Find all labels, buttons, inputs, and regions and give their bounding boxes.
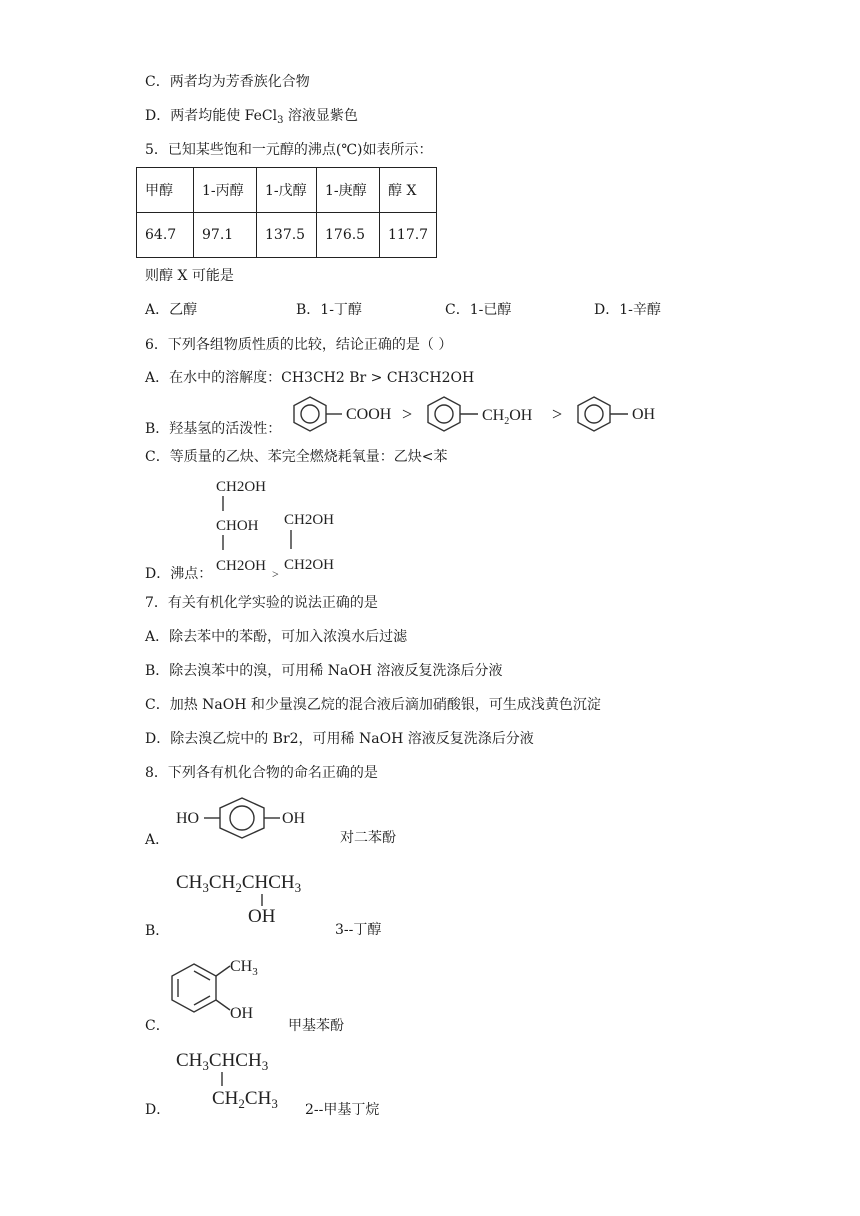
q8-option-b-name: 3--丁醇 <box>335 922 382 938</box>
formula-text: CH2OH <box>284 557 335 573</box>
q7-option-d: D．除去溴乙烷中的 Br2，可用稀 NaOH 溶液反复洗涤后分液 <box>145 731 534 747</box>
greater-than-sign: > <box>552 404 563 424</box>
formula-text: OH <box>230 1005 254 1022</box>
formula-text: COOH <box>346 406 392 423</box>
formula-text: OH <box>632 406 656 423</box>
q5-option-d: D．1-辛醇 <box>594 302 661 318</box>
q4-option-d-subscript: 3 <box>277 115 284 126</box>
q5-option-b: B．1-丁醇 <box>296 302 362 318</box>
formula-text: CH2OH <box>284 512 335 528</box>
q4-option-c: C．两者均为芳香族化合物 <box>145 74 310 90</box>
glycerol-structure <box>216 479 266 574</box>
table-cell: 1-庚醇 <box>317 168 380 213</box>
butanol-structure <box>172 866 332 928</box>
greater-than-sign: > <box>402 404 413 424</box>
q6-option-d-label: D．沸点： <box>145 566 213 582</box>
q4-option-d-text-end: 溶液显紫色 <box>283 108 358 124</box>
q4-option-d <box>145 106 358 126</box>
q4-option-d-text: D．两者均能使 FeCl <box>145 108 278 124</box>
boiling-point-structures <box>210 474 360 582</box>
table-cell: 1-戊醇 <box>257 168 317 213</box>
q5-option-a: A．乙醇 <box>145 302 198 318</box>
acidity-comparison-structures <box>290 394 670 438</box>
table-cell: 64.7 <box>137 213 194 258</box>
q8-option-d-label: D． <box>145 1102 171 1118</box>
benzene-ring-icon <box>428 397 478 431</box>
q5-option-c: C．1-已醇 <box>445 302 512 318</box>
greater-than-sign: > <box>272 567 279 581</box>
q6-option-a: A．在水中的溶解度：CH3CH2 Br > CH3CH2OH <box>145 370 475 386</box>
q5-stem: 5．已知某些饱和一元醇的沸点(℃)如表所示： <box>145 142 433 158</box>
q8-option-c-name: 甲基苯酚 <box>288 1018 344 1034</box>
table-header-row <box>137 168 437 213</box>
ethylene-glycol-structure <box>284 512 334 573</box>
q7-option-a: A．除去苯中的苯酚，可加入浓溴水后过滤 <box>145 629 408 645</box>
q8-option-b-label: B． <box>145 923 170 939</box>
table-cell: 甲醇 <box>137 168 194 213</box>
q8-option-a-label: A． <box>145 832 170 848</box>
formula-text: HO <box>176 810 200 827</box>
benzene-ring-icon <box>294 397 342 431</box>
q8-option-c-label: C． <box>145 1018 170 1034</box>
table-row <box>137 213 437 258</box>
formula-text: CH2OH <box>216 558 267 574</box>
q7-option-c: C．加热 NaOH 和少量溴乙烷的混合液后滴加硝酸银，可生成浅黄色沉淀 <box>145 697 601 713</box>
formula-text: CH2OH <box>216 479 267 495</box>
q8-stem: 8．下列各有机化合物的命名正确的是 <box>145 765 378 781</box>
boiling-point-table <box>136 167 437 258</box>
table-cell: 1-丙醇 <box>194 168 257 213</box>
methylphenol-structure <box>168 952 278 1028</box>
table-cell: 137.5 <box>257 213 317 258</box>
formula-text: $CH_2OH$ <box>482 407 533 427</box>
formula-text: $CH_3CH_2CHCH_3$ <box>176 872 302 895</box>
table-cell: 97.1 <box>194 213 257 258</box>
q8-option-a-name: 对二苯酚 <box>340 830 396 846</box>
formula-text: $CH_2CH_3$ <box>212 1088 278 1108</box>
q6-option-b-label: B．羟基氢的活泼性： <box>145 421 282 437</box>
table-cell: 176.5 <box>317 213 380 258</box>
formula-text: CHOH <box>216 518 259 534</box>
formula-text: OH <box>248 906 276 927</box>
q7-stem: 7．有关有机化学实验的说法正确的是 <box>145 595 378 611</box>
q7-option-b: B．除去溴苯中的溴，可用稀 NaOH 溶液反复洗涤后分液 <box>145 663 503 679</box>
formula-text: OH <box>282 810 306 827</box>
hydroquinone-structure <box>172 794 332 842</box>
q5-question: 则醇 X 可能是 <box>145 268 234 284</box>
q6-stem: 6．下列各组物质性质的比较，结论正确的是（ ） <box>145 337 453 353</box>
table-cell: 117.7 <box>380 213 437 258</box>
q8-option-d-name: 2--甲基丁烷 <box>305 1102 380 1118</box>
table-cell: 醇 X <box>380 168 437 213</box>
q6-option-c: C．等质量的乙炔、苯完全燃烧耗氧量：乙炔<苯 <box>145 449 448 465</box>
formula-text: $CH_3$ <box>230 958 258 978</box>
formula-text: $CH_3CHCH_3$ <box>176 1050 269 1073</box>
methylbutane-structure <box>172 1044 312 1108</box>
benzene-ring-icon <box>578 397 628 431</box>
